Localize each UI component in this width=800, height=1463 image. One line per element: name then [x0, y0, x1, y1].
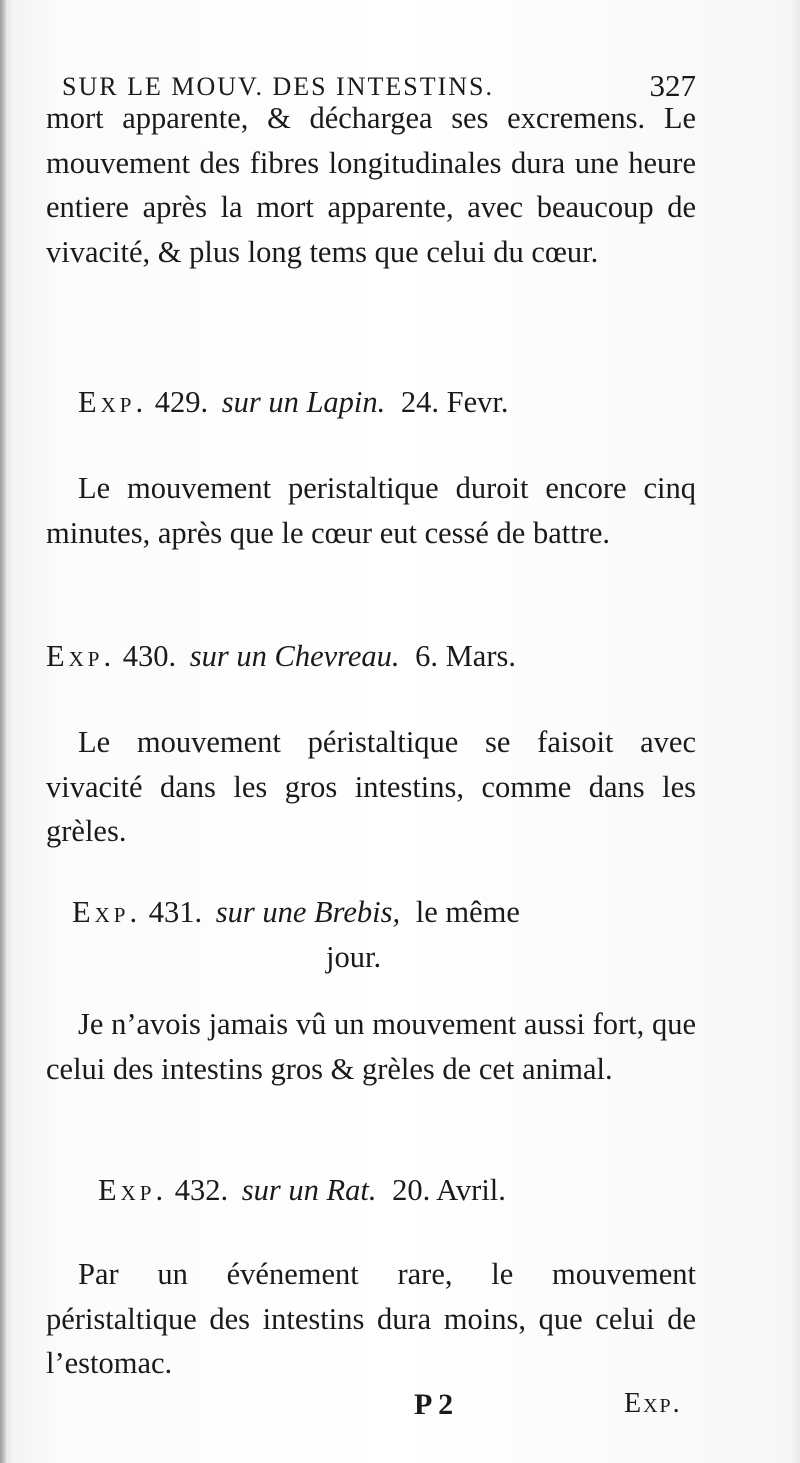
exp-number: 430. [122, 639, 177, 673]
exp-date: le même [415, 895, 520, 929]
running-head: SUR LE MOUV. DES INTESTINS. [62, 72, 494, 101]
exp-label: Exp. [98, 1173, 168, 1207]
exp-date: 6. Mars. [415, 639, 516, 673]
exp-subject: sur un Chevreau. [189, 639, 400, 673]
exp-number: 429. [154, 385, 209, 419]
exp-label: Exp. [78, 385, 148, 419]
exp-label: Exp. [46, 639, 116, 673]
exp-subject: sur une Brebis, [215, 895, 401, 929]
exp-label: Exp. [72, 895, 142, 929]
paragraph-continuation: mort apparente, & déchargea ses excremens. Le mouvement des fibres longitudinales dura une heure entiere après la mort apparente, avec beaucoup de vivacité, & plus long tems que celui du cœur. [46, 101, 696, 269]
exp-number: 431. [148, 895, 203, 929]
paragraph-exp-429: Le mouvement peristaltique duroit encore cinq minutes, après que le cœur eut cessé de battre. [46, 471, 696, 550]
experiment-heading-431-continuation: jour. [326, 940, 382, 974]
exp-number: 432. [174, 1173, 229, 1207]
exp-subject: sur un Lapin. [221, 385, 386, 419]
paragraph-exp-432: Par un événement rare, le mouvement péristaltique des intestins dura moins, que celui de l’estomac. [46, 1257, 696, 1380]
signature-mark: P 2 [414, 1388, 454, 1421]
page-number: 327 [649, 68, 696, 103]
page-gutter [0, 0, 6, 1463]
exp-subject: sur un Rat. [241, 1173, 377, 1207]
experiment-heading-431 [72, 892, 520, 932]
catchword: Exp. [624, 1388, 682, 1419]
paragraph-exp-430: Le mouvement péristaltique se faisoit avec vivacité dans les gros intestins, comme dans les grèles. [46, 725, 696, 848]
experiment-heading-432 [98, 1170, 506, 1210]
exp-date: 24. Fevr. [400, 385, 509, 419]
paragraph-exp-431: Je n’avois jamais vû un mouvement aussi fort, que celui des intestins gros & grèles de cet animal. [46, 1007, 696, 1086]
experiment-heading-429 [78, 382, 509, 422]
experiment-heading-430 [46, 636, 516, 676]
exp-date: 20. Avril. [392, 1173, 506, 1207]
